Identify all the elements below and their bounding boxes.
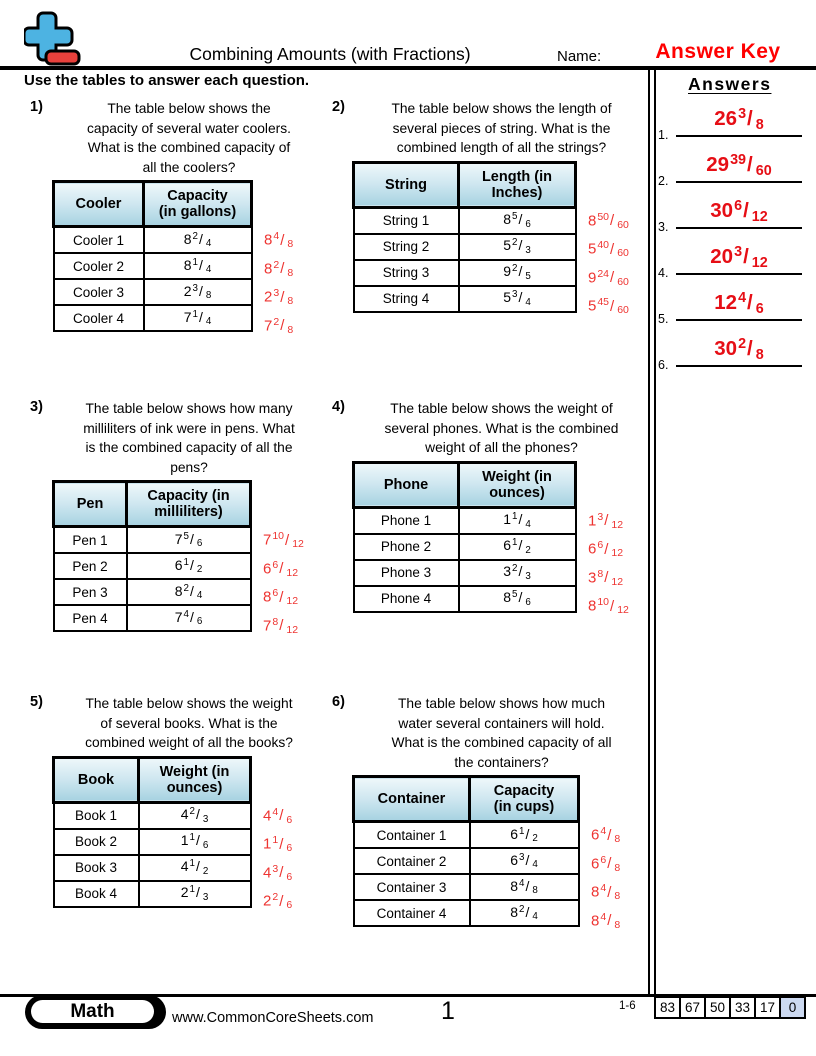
question-text [358,99,645,158]
score-box: 0 [779,996,806,1019]
data-table [352,161,577,313]
question-line: combined weight of all the books? [85,735,293,750]
row-label-cell: Cooler 3 [54,279,144,305]
column-header [470,777,579,822]
row-value-cell [144,305,252,331]
row-label-cell: Phone 2 [354,534,459,560]
header-row [54,182,252,227]
data-table [352,461,577,613]
row-label-cell: Pen 4 [54,605,127,631]
row-value-cell [470,900,579,926]
row-label-cell: Pen 1 [54,527,127,554]
table-row [354,586,576,612]
column-header [354,162,459,207]
converted-fraction-annotation [588,292,629,321]
fraction-annotation: $8^4/$ $_8$ [264,230,294,251]
column-header-line: Capacity [167,188,228,204]
fraction-annotation: $4^4/$ $_6$ [263,805,293,826]
row-value-cell [139,881,251,907]
row-value-cell [127,605,251,631]
fraction-annotation: $8^4/$ $_8$ [591,882,621,903]
row-value-cell [459,207,576,234]
fraction-annotation: $5^{40}/$ $_{60}$ [588,239,629,260]
question-line: the containers? [454,754,549,770]
fraction-value: $2^1/$ $_3$ [180,884,209,903]
column-header [127,482,251,527]
fraction-annotation: $1^3/$ $_{12}$ [588,510,624,531]
fraction-value: $7^1/$ $_4$ [183,308,212,328]
fraction-value: $6^1/$ $_2$ [510,825,538,845]
column-header [459,162,576,207]
fraction-annotation: $8^4/$ $_8$ [591,910,621,931]
column-header-line: Capacity [493,783,555,799]
fraction-annotation: $1^1/$ $_6$ [263,834,293,855]
answer-value [676,106,802,133]
answer-fraction: $30^2/$ $_8$ [714,336,764,363]
row-value-cell [144,227,252,254]
column-header-line: Pen [76,496,104,512]
score-range-label: 1-6 [619,1000,636,1012]
fraction-annotation: $8^{50}/$ $_{60}$ [588,210,629,231]
question-line: The table below shows the weight [85,696,293,711]
answer-key-text: Answer Key [655,40,781,63]
fraction-value: $8^1/$ $_4$ [183,256,212,276]
question-line: all the coolers? [142,159,236,175]
fraction-value: $5^3/$ $_4$ [503,289,531,308]
fraction-annotation: $3^8/$ $_{12}$ [588,567,624,588]
header-row [54,757,251,802]
row-value-cell [139,802,251,829]
table-row [54,855,251,881]
fraction-value: $4^2/$ $_3$ [180,806,209,825]
question-line: is the combined capacity of all the [85,440,293,455]
column-header [354,777,470,822]
annotations-column [591,772,620,935]
score-box: 83 [654,996,681,1019]
answer-row [656,235,816,280]
row-value-cell [144,253,252,279]
row-label-cell: Pen 3 [54,579,127,605]
problem-number: 2) [332,99,345,115]
answers-heading: Answers [688,74,772,94]
row-value-cell [139,855,251,881]
converted-fraction-annotation [263,830,292,859]
table-row [54,802,251,829]
fraction-annotation: $5^{45}/$ $_{60}$ [588,296,629,317]
annotations-column [263,753,292,916]
fraction-annotation: $6^6/$ $_{12}$ [263,558,299,579]
header-row [54,482,251,527]
fraction-annotation: $8^6/$ $_{12}$ [263,587,299,608]
row-label-cell: Cooler 4 [54,305,144,331]
table-row [54,881,251,907]
fraction-annotation: $6^6/$ $_8$ [591,853,621,874]
converted-fraction-annotation [263,887,292,916]
question-line: The table below shows the length of [391,101,612,116]
converted-fraction-annotation [588,264,629,293]
table-and-annotations [52,753,322,916]
converted-fraction-annotation [588,207,629,236]
table-and-annotations [52,477,322,640]
question-line: The table below shows how much [397,696,606,711]
row-label-cell: Container 4 [354,900,470,926]
row-label-cell: String 1 [354,207,459,234]
name-label: Name: [557,48,602,65]
column-header [139,757,251,802]
answer-value [676,336,802,363]
column-header [354,462,459,507]
row-value-cell [459,234,576,260]
question-line: several phones. What is the combined [384,420,619,436]
row-value-cell [127,553,251,579]
question-line: capacity of several water coolers. [87,120,291,136]
table-row [54,553,251,579]
answer-fraction: $12^4/$ $_6$ [714,290,764,317]
data-table [52,756,252,908]
table-row [354,507,576,534]
fraction-value: $7^5/$ $_6$ [174,530,203,550]
answer-fraction: $30^6/$ $_{12}$ [710,198,768,225]
answer-line [676,273,802,275]
row-value-cell [127,527,251,554]
answer-row [656,281,816,326]
column-header [54,757,139,802]
row-label-cell: Cooler 1 [54,227,144,254]
row-label-cell: Book 2 [54,829,139,855]
answer-row [656,143,816,188]
fraction-value: $8^5/$ $_6$ [503,211,531,230]
table-row [54,579,251,605]
column-header-line: String [385,176,427,193]
fraction-value: $8^5/$ $_6$ [503,589,531,608]
question-line: The table below shows the [107,101,271,116]
column-header-line: Length (in [481,168,553,185]
header-row [354,162,576,207]
fraction-annotation: $6^4/$ $_8$ [591,825,621,846]
problem-number: 4) [332,399,345,415]
converted-fraction-annotation [264,312,293,341]
subject-badge [25,995,166,1029]
row-value-cell [459,534,576,560]
fraction-value: $8^2/$ $_4$ [510,903,538,923]
fraction-annotation: $9^{24}/$ $_{60}$ [588,267,629,288]
table-row [354,848,579,874]
answer-line [676,135,802,137]
fraction-value: $1^1/$ $_6$ [180,832,209,851]
answer-line [676,365,802,367]
fraction-value: $5^2/$ $_3$ [503,237,531,256]
row-value-cell [459,260,576,286]
table-and-annotations [352,772,645,935]
problem-number: 1) [30,99,43,115]
fraction-value: $8^2/$ $_4$ [174,582,203,602]
table-and-annotations [352,458,645,621]
row-value-cell [459,507,576,534]
converted-fraction-annotation [263,526,304,555]
fraction-value: $6^1/$ $_2$ [503,537,531,556]
table-and-annotations [352,158,645,321]
data-table [52,180,253,332]
row-value-cell [459,586,576,612]
converted-fraction-annotation [588,592,629,621]
table-head [54,757,251,802]
answer-number: 5. [658,312,669,326]
table-head [54,182,252,227]
problem-number: 5) [30,694,43,710]
table-row [354,560,576,586]
question-line: milliliters of ink were in pens. What [83,420,295,436]
column-header-line: Container [377,791,446,807]
answer-fraction: $20^3/$ $_{12}$ [710,244,768,271]
row-label-cell: Book 4 [54,881,139,907]
instructions-text: Use the tables to answer each question. [24,72,310,89]
answer-value [676,198,802,225]
row-value-cell [139,829,251,855]
score-boxes [654,996,806,1019]
column-header-line: Weight (in [482,468,552,485]
answer-value [676,152,802,179]
converted-fraction-annotation [588,235,629,264]
converted-fraction-annotation [264,255,293,284]
column-header [144,182,252,227]
annotations-column [264,177,293,340]
answer-fraction: $29^{39}/$ $_{60}$ [706,152,772,179]
table-row [354,874,579,900]
answer-number: 6. [658,358,669,372]
data-table [352,775,580,927]
fraction-annotation: $8^2/$ $_8$ [264,258,294,279]
table-row [54,227,252,254]
column-header-line: Book [77,771,115,788]
question-line: The table below shows how many [85,401,293,416]
converted-fraction-annotation [588,535,629,564]
row-label-cell: Container 1 [354,822,470,849]
problem-number: 6) [332,694,345,710]
column-header-line: (in gallons) [158,204,237,220]
row-label-cell: Book 1 [54,802,139,829]
table-row [54,253,252,279]
fraction-value: $7^4/$ $_6$ [174,608,203,628]
answer-number: 2. [658,174,669,188]
table-row [54,279,252,305]
table-head [354,777,579,822]
table-body [354,207,576,312]
table-row [354,822,579,849]
answer-row [656,327,816,372]
fraction-annotation: $6^6/$ $_{12}$ [588,539,624,560]
table-row [354,234,576,260]
answer-value [676,244,802,271]
converted-fraction-annotation [263,802,292,831]
answer-line [676,181,802,183]
table-body [354,822,579,927]
row-value-cell [144,279,252,305]
data-table [52,480,252,632]
score-box: 50 [704,996,731,1019]
question-line: water several containers will hold. [398,715,605,731]
converted-fraction-annotation [591,907,620,936]
table-row [354,260,576,286]
question-line: What is the combined capacity of all [391,735,612,750]
fraction-value: $6^1/$ $_2$ [174,556,203,576]
page-title: Combining Amounts (with Fractions) [189,44,471,64]
annotations-column [588,158,629,321]
fraction-annotation: $4^3/$ $_6$ [263,862,293,883]
column-header-line: (in cups) [493,799,555,815]
table-body [54,527,251,632]
fraction-value: $3^2/$ $_3$ [503,563,531,582]
converted-fraction-annotation [588,507,629,536]
question-line: pens? [170,459,208,475]
fraction-annotation: $7^2/$ $_8$ [264,315,294,336]
annotations-column [588,458,629,621]
row-label-cell: Cooler 2 [54,253,144,279]
answer-line [676,227,802,229]
row-label-cell: Container 2 [354,848,470,874]
question-line: combined length of all the strings? [396,140,607,155]
converted-fraction-annotation [263,859,292,888]
question-line: several pieces of string. What is the [392,120,611,136]
question-text [56,694,322,753]
converted-fraction-annotation [591,850,620,879]
plus-minus-logo-icon [24,11,82,67]
score-box: 67 [679,996,706,1019]
row-label-cell: Pen 2 [54,553,127,579]
column-header [54,482,127,527]
column-header-line: Inches) [491,184,543,201]
fraction-value: $6^3/$ $_4$ [510,851,538,871]
row-value-cell [470,822,579,849]
table-head [354,462,576,507]
table-row [54,829,251,855]
table-body [54,802,251,907]
table-row [354,534,576,560]
score-box: 17 [754,996,781,1019]
fraction-value: $8^4/$ $_8$ [510,877,538,897]
table-row [354,900,579,926]
question-text [358,399,645,458]
subject-badge-label: Math [31,1000,154,1023]
row-label-cell: String 3 [354,260,459,286]
converted-fraction-annotation [264,283,293,312]
row-value-cell [470,874,579,900]
table-row [354,207,576,234]
table-body [54,227,252,332]
score-box: 33 [729,996,756,1019]
row-value-cell [459,560,576,586]
answer-line [676,319,802,321]
table-row [54,305,252,331]
fraction-value: $2^3/$ $_8$ [183,282,212,302]
converted-fraction-annotation [263,583,304,612]
answer-number: 3. [658,220,669,234]
answer-row [656,189,816,234]
fraction-value: $9^2/$ $_5$ [503,263,531,282]
question-text [56,99,322,177]
problem-2 [332,99,645,321]
column-header-line: Weight (in [159,763,230,780]
table-row [54,605,251,631]
column-header-line: Phone [383,476,429,493]
header-row [354,777,579,822]
table-head [54,482,251,527]
row-label-cell: Book 3 [54,855,139,881]
answers-column-divider [648,70,656,995]
column-header [54,182,144,227]
column-header-line: milliliters) [154,504,223,520]
row-label-cell: Phone 3 [354,560,459,586]
converted-fraction-annotation [588,564,629,593]
annotations-column [263,477,304,640]
answer-number: 1. [658,128,669,142]
fraction-annotation: $7^8/$ $_{12}$ [263,615,299,636]
converted-fraction-annotation [591,821,620,850]
answers-panel [656,70,816,995]
table-body [354,507,576,612]
column-header-line: Capacity (in [147,488,230,504]
row-value-cell [459,286,576,312]
page-number: 1 [441,997,455,1025]
answer-value [676,290,802,317]
column-header [459,462,576,507]
header-row [354,462,576,507]
converted-fraction-annotation [591,878,620,907]
answer-number: 4. [658,266,669,280]
row-label-cell: Container 3 [354,874,470,900]
question-line: The table below shows the weight of [390,401,613,416]
problem-4 [332,399,645,621]
table-row [54,527,251,554]
problem-3 [30,399,322,640]
question-line: of several books. What is the [100,715,278,731]
fraction-annotation: $7^{10}/$ $_{12}$ [263,530,304,551]
converted-fraction-annotation [263,555,304,584]
table-row [354,286,576,312]
answer-fraction: $26^3/$ $_8$ [714,106,764,133]
problem-number: 3) [30,399,43,415]
row-value-cell [470,848,579,874]
table-and-annotations [52,177,322,340]
fraction-annotation: $8^{10}/$ $_{12}$ [588,596,629,617]
fraction-annotation: $2^3/$ $_8$ [264,287,294,308]
row-value-cell [127,579,251,605]
row-label-cell: String 4 [354,286,459,312]
converted-fraction-annotation [263,612,304,641]
fraction-annotation: $2^2/$ $_6$ [263,891,293,912]
column-header-line: ounces) [489,484,545,501]
table-head [354,162,576,207]
answer-row [656,97,816,142]
problem-1 [30,99,322,340]
question-line: What is the combined capacity of [87,140,291,155]
problem-6 [332,694,645,935]
column-header-line: ounces) [166,779,223,796]
row-label-cell: String 2 [354,234,459,260]
website-text: www.CommonCoreSheets.com [172,1010,374,1026]
problem-5 [30,694,322,916]
converted-fraction-annotation [264,226,293,255]
question-text [358,694,645,772]
question-line: weight of all the phones? [425,440,578,455]
fraction-value: $1^1/$ $_4$ [503,511,531,530]
row-label-cell: Phone 1 [354,507,459,534]
row-label-cell: Phone 4 [354,586,459,612]
question-text [56,399,322,477]
column-header-line: Cooler [75,196,122,212]
fraction-value: $8^2/$ $_4$ [183,230,212,250]
fraction-value: $4^1/$ $_2$ [180,858,209,877]
